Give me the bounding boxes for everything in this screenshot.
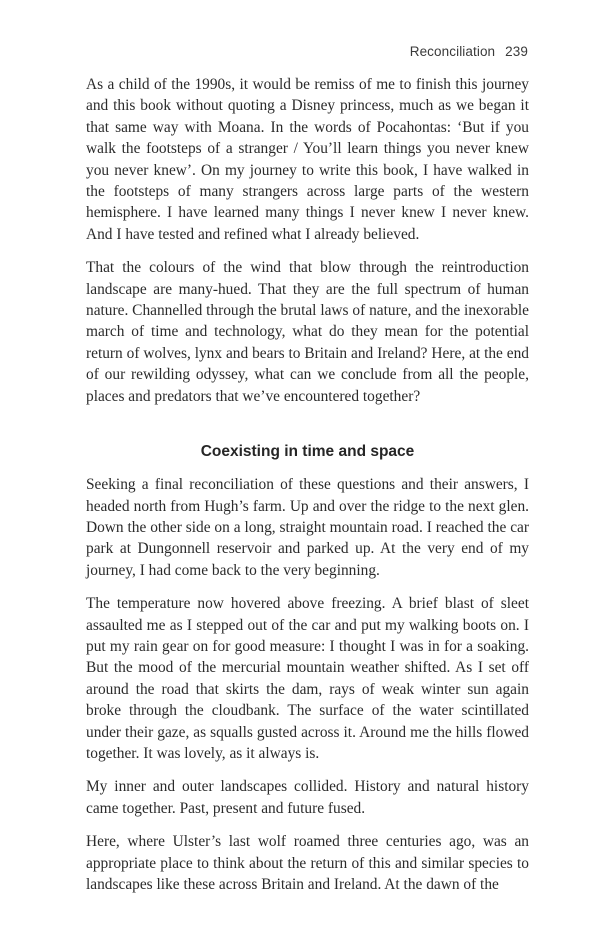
paragraph: My inner and outer landscapes collided. History and natural history came together. Past, present and future fused. [86,778,529,817]
paragraph: As a child of the 1990s, it would be remiss of me to finish this journey and this book without quoting a Disney princess, much as we began it that same way with Moana. In the words of Pocahontas: ‘But if you walk the footsteps of a stranger / You’ll learn things you never knew you never knew’. On my journey to write this book, I have walked in the footsteps of many strangers across large parts of the western hemisphere. I have learned many things I never knew I never knew. And I have tested and refined what I already believed. [86,76,529,243]
paragraph: Here, where Ulster’s last wolf roamed three centuries ago, was an appropriate place to think about the return of this and similar species to landscapes like these across Britain and Ireland. At the dawn of the [86,833,529,893]
page-body [86,74,529,907]
paragraph: The temperature now hovered above freezing. A brief blast of sleet assaulted me as I stepped out of the car and put my walking boots on. I put my rain gear on for good measure: I thought I was in for a soaking. But the mood of the mercurial mountain weather shifted. As I set off around the road that skirts the dam, rays of weak winter sun again broke through the cloudbank. The surface of the water scintillated under their gaze, as squalls gusted across it. Around me the hills flowed together. It was lovely, as it always is. [86,595,529,762]
paragraph: That the colours of the wind that blow through the reintroduction landscape are many-hued. That they are the full spectrum of human nature. Channelled through the brutal laws of nature, and the inexorable march of time and technology, what do they mean for the potential return of wolves, lynx and bears to Britain and Ireland? Here, at the end of our rewilding odyssey, what can we conclude from all the people, places and predators that we’ve encountered together? [86,259,529,405]
paragraph: Seeking a final reconciliation of these questions and their answers, I headed north from Hugh’s farm. Up and over the ridge to the next glen. Down the other side on a long, straight mountain road. I reached the car park at Dungonnell reservoir and parked up. At the very end of my journey, I had come back to the very beginning. [86,476,529,579]
running-header [410,44,528,59]
page-number: 239 [505,44,528,59]
chapter-title: Reconciliation [409,44,496,59]
section-heading: Coexisting in time and space [200,443,415,461]
